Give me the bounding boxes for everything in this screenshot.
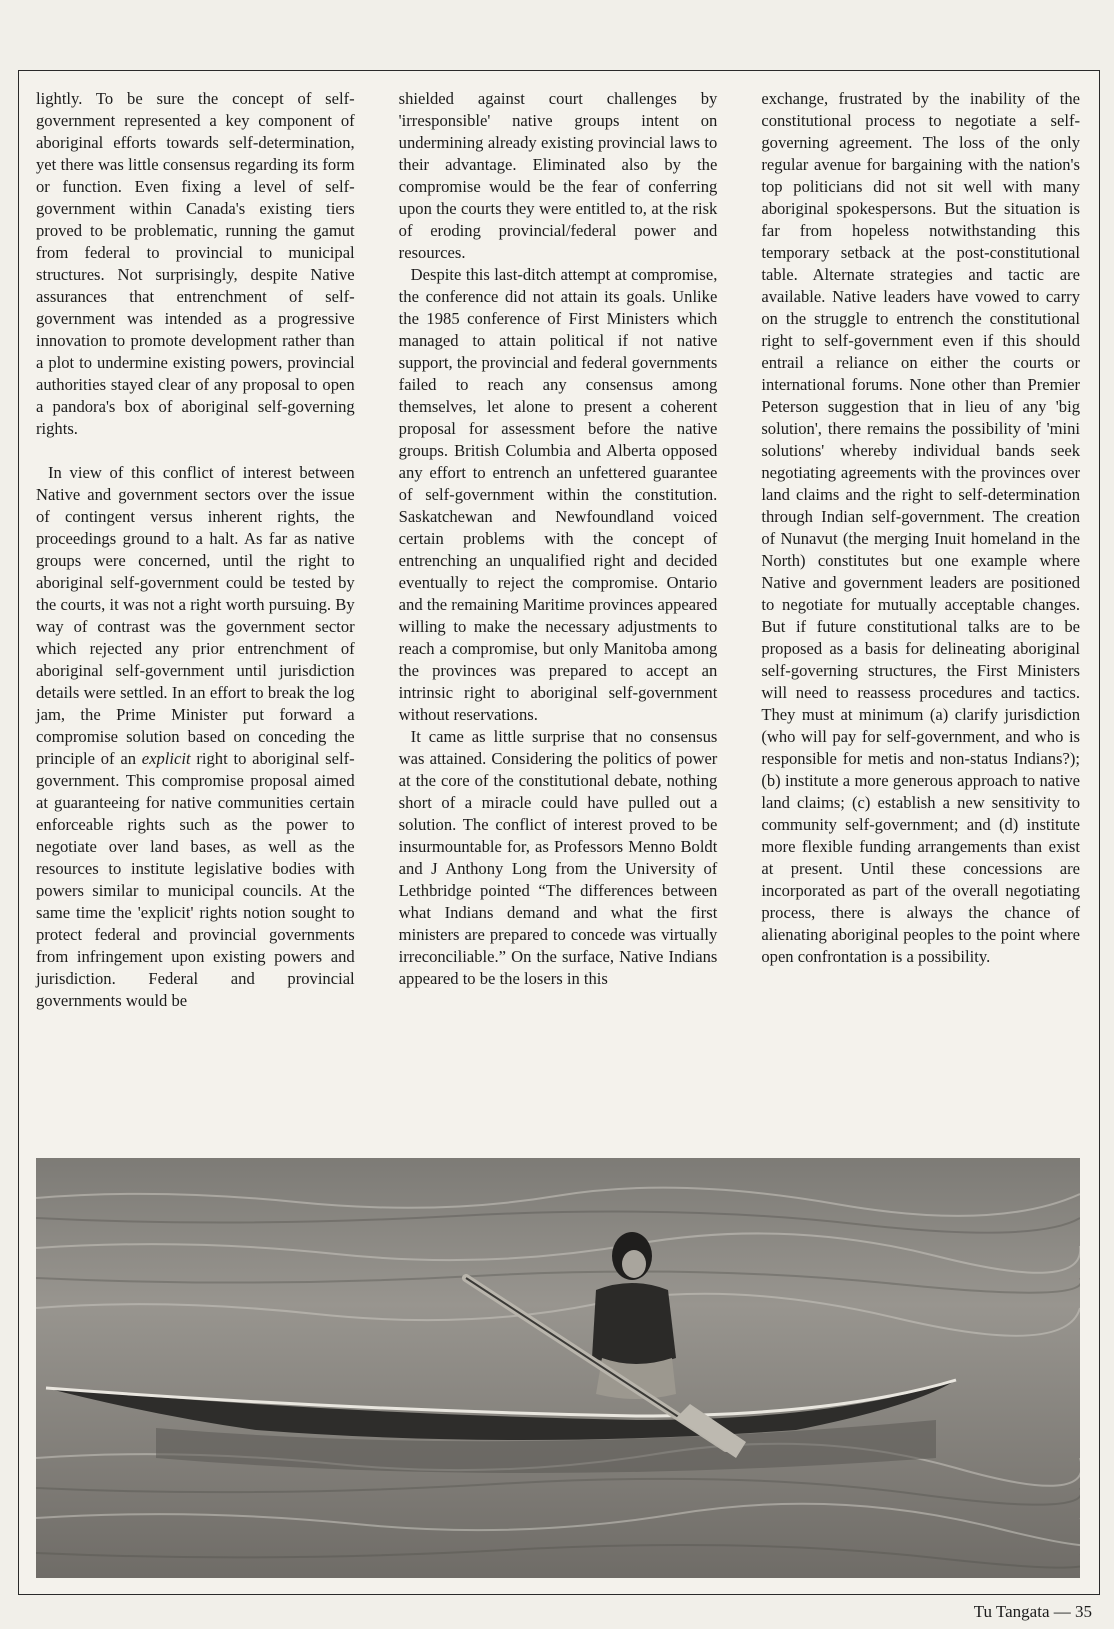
page-footer: Tu Tangata — 35 [973,1602,1092,1621]
article-body [36,88,1080,1148]
paragraph: In view of this conflict of interest between Native and government sectors over the issue of contingent versus inherent rights, the proceedings ground to a halt. As far as native groups were concerned, until the right to aboriginal self-government could be tested by the courts, it was not a right worth pursuing. By way of contrast was the government sector which rejected any prior entrenchment of aboriginal self-government until jurisdiction details were settled. In an effort to break the log jam, the Prime Minister put forward a compromise solution based on conceding the principle of an explicit right to aboriginal self-government. This compromise proposal aimed at guaranteeing for native communities certain enforceable rights such as the power to negotiate over land bases, as well as the resources to institute legislative bodies with powers similar to municipal councils. At the same time the 'explicit' rights notion sought to protect federal and provincial governments from infringement upon existing powers and jurisdiction. Federal and provincial governments would be [36,463,355,1010]
paragraph: exchange, frustrated by the inability of the constitutional process to negotiate a self-governing agreement. The loss of the only regular avenue for bargaining with the nation's top politicians did not sit well with many aboriginal spokespersons. But the situation is far from hopeless notwithstanding this temporary setback at the post-constitutional table. Alternate strategies and tactic are available. Native leaders have vowed to carry on the struggle to entrench the constitutional right to self-government even if this should entrail a reliance on either the courts or international forums. None other than Premier Peterson suggestion that in lieu of any 'big solution', there remains the possibility of 'mini solutions' whereby individual bands seek negotiating agreements with the provinces over land claims and the right to self-determination through Indian self-government. The creation of Nunavut (the merging Inuit homeland in the North) constitutes but one example where Native and government leaders are positioned to negotiate for mutually acceptable changes. But if future constitutional talks are to be proposed as a basis for delineating aboriginal self-governing structures, the First Ministers will need to reassess procedures and tactics. They must at minimum (a) clarify jurisdiction (who will pay for self-government, and who is responsible for metis and non-status Indians?); (b) institute a more generous approach to native land claims; (c) establish a new sensitivity to community self-government; and (d) institute more flexible funding arrangements than exist at present. Until these concessions are incorporated as part of the overall negotiating process, there is always the chance of alienating aboriginal peoples to the point where open confrontation is a possibility. [761,89,1081,966]
kayak-photo [36,1158,1080,1578]
emphasis: explicit [141,749,191,768]
column-2 [399,88,718,1148]
paragraph: It came as little surprise that no consensus was attained. Considering the politics of power at the core of the constitutional debate, nothing short of a miracle could have pulled out a solution. The conflict of interest proved to be insurmountable for, as Professors Menno Boldt and J Anthony Long from the University of Lethbridge pointed “The differences between what Indians demand and what the first ministers are prepared to concede was virtually irreconciliable.” On the surface, Native Indians appeared to be the losers in this [398,727,718,988]
column-1 [36,88,355,1148]
paragraph: shielded against court challenges by 'irresponsible' native groups intent on undermining already existing provincial laws to their advantage. Eliminated also by the compromise would be the fear of conferring upon the courts they were entitled to, at the risk of eroding provincial/federal power and resources. [398,89,718,262]
paragraph: lightly. To be sure the concept of self-government represented a key component of aboriginal efforts towards self-determination, yet there was little consensus regarding its form or function. Even fixing a level of self-government within Canada's existing tiers proved to be problematic, running the gamut from federal to provincial to municipal structures. Not surprisingly, despite Native assurances that entrenchment of self-government was intended as a progressive innovation to promote development rather than a plot to undermine existing powers, provincial authorities stayed clear of any proposal to open a pandora's box of aboriginal self-governing rights. [36,89,355,438]
paragraph: Despite this last-ditch attempt at compromise, the conference did not attain its goals. Unlike the 1985 conference of First Ministers which managed to attain political if not native support, the provincial and federal governments failed to reach any consensus among themselves, let alone to present a coherent proposal for assessment before the native groups. British Columbia and Alberta opposed any effort to entrench an unfettered guarantee of self-government within the constitution. Saskatchewan and Newfoundland voiced certain problems with the concept of entrenching an unqualified right and decided eventually to reject the compromise. Ontario and the remaining Maritime provinces appeared willing to make the necessary adjustments to reach a compromise, but only Manitoba among the provinces was prepared to accept an intrinsic right to aboriginal self-government without reservations. [398,265,718,724]
column-3 [761,88,1080,1148]
